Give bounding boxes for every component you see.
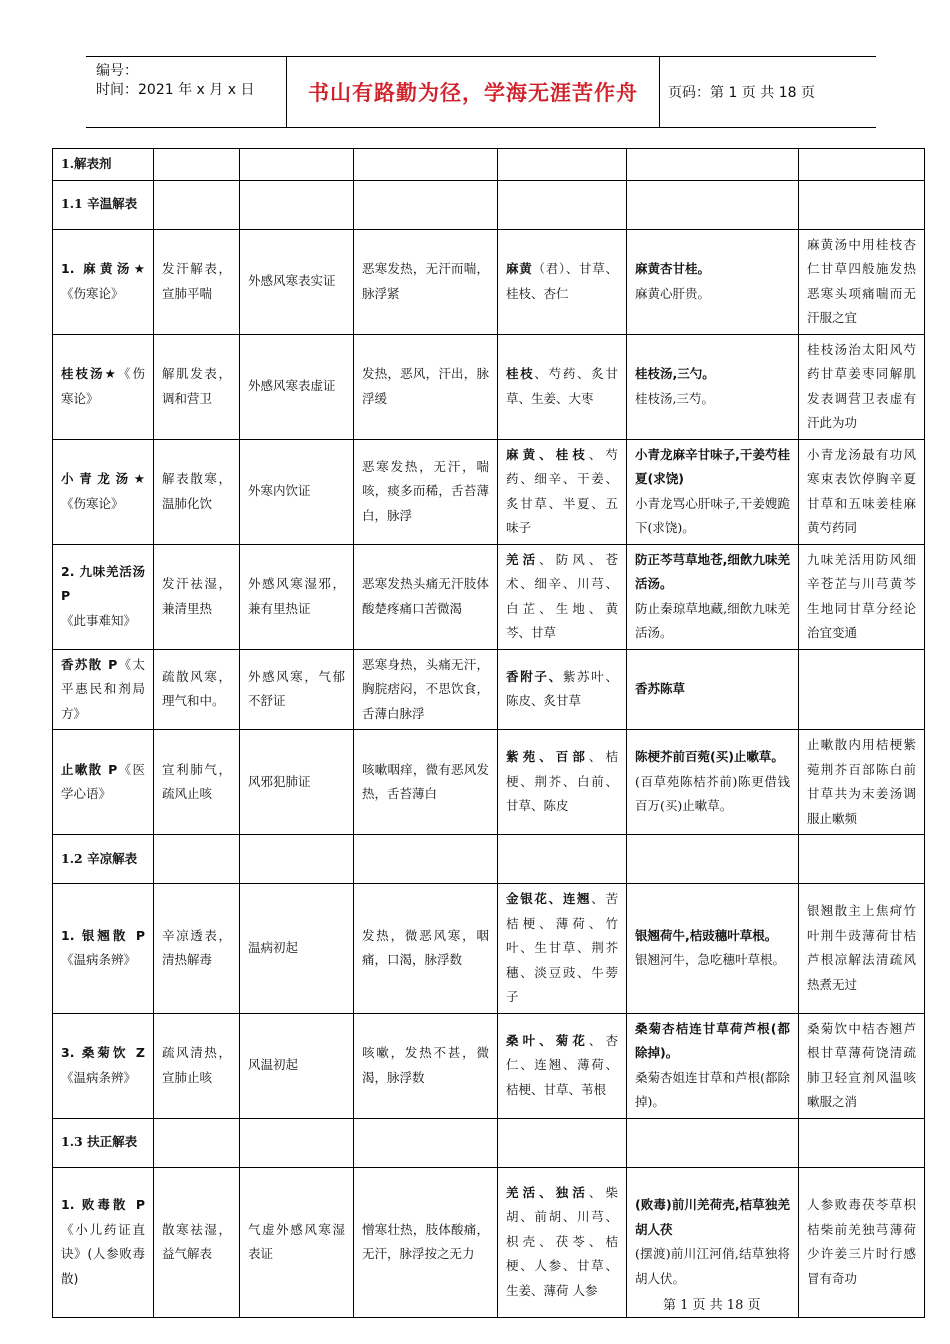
section-title: 1.3 扶正解表 xyxy=(53,1118,154,1167)
mnemonic-key: 桂枝汤,三勺。 xyxy=(635,366,715,381)
formula-name: 香苏散 P xyxy=(61,656,118,672)
formula-indication: 外感风寒表虚证 xyxy=(240,334,354,439)
empty-cell xyxy=(627,149,799,181)
other-herbs: （君）、甘草、桂枝、杏仁 xyxy=(506,261,618,301)
formula-effect: 辛凉透表，清热解毒 xyxy=(154,884,240,1014)
empty-cell xyxy=(627,835,799,884)
formula-herbs xyxy=(498,1167,627,1317)
formula-indication: 温病初起 xyxy=(240,884,354,1014)
formula-row xyxy=(53,1013,925,1118)
empty-cell xyxy=(240,1118,354,1167)
formula-song xyxy=(799,649,925,730)
formula-indication: 风邪犯肺证 xyxy=(240,730,354,835)
formula-name: 1. 麻黄汤★ xyxy=(61,261,145,276)
empty-cell xyxy=(354,835,498,884)
mnemonic-phrase: 银翘河牛，急吃穗叶草根。 xyxy=(635,952,786,968)
formula-row xyxy=(53,229,925,334)
formula-symptoms: 恶寒身热，头痛无汗，胸脘痞闷，不思饮食，舌薄白脉浮 xyxy=(354,649,498,730)
formula-symptoms: 恶寒发热，无汗，喘咳，痰多而稀，舌苔薄白，脉浮 xyxy=(354,439,498,544)
section-row xyxy=(53,835,925,884)
formula-name-cell xyxy=(53,439,154,544)
formula-effect: 解肌发表，调和营卫 xyxy=(154,334,240,439)
formula-name: 3. 桑菊饮 Z xyxy=(61,1045,145,1060)
formula-name: 2. 九味羌活汤 P xyxy=(61,563,145,604)
formula-row xyxy=(53,884,925,1014)
mnemonic-key: 银翘荷牛,桔豉穗叶草根。 xyxy=(635,927,778,943)
formula-herbs xyxy=(498,1013,627,1118)
formula-symptoms: 咳嗽咽痒，微有恶风发热，舌苔薄白 xyxy=(354,730,498,835)
formula-source: 《伤寒论》 xyxy=(61,366,145,406)
formula-symptoms: 恶寒发热头痛无汗肢体酸楚疼痛口苦微渴 xyxy=(354,544,498,649)
chief-herbs: 麻黄、桂枝 xyxy=(506,446,589,462)
formula-row xyxy=(53,334,925,439)
empty-cell xyxy=(154,835,240,884)
formula-song: 人参败毒茯苓草枳桔柴前羌独芎薄荷少许姜三片时行感冒有奇功 xyxy=(799,1167,925,1317)
formula-row xyxy=(53,649,925,730)
formula-name-cell xyxy=(53,544,154,649)
other-herbs: 、防风、苍术、细辛、川芎、白芷、生地、黄芩、甘草 xyxy=(506,551,618,640)
chief-herbs: 麻黄 xyxy=(506,261,533,276)
empty-cell xyxy=(154,1118,240,1167)
empty-cell xyxy=(498,1118,627,1167)
formula-effect: 解表散寒，温肺化饮 xyxy=(154,439,240,544)
formula-herbs xyxy=(498,544,627,649)
section-row xyxy=(53,180,925,229)
formula-name-cell xyxy=(53,649,154,730)
empty-cell xyxy=(354,149,498,181)
formula-herbs xyxy=(498,334,627,439)
section-title: 1.1 辛温解表 xyxy=(53,180,154,229)
formula-song: 银翘散主上焦疴竹叶荆牛豉薄荷甘桔芦根凉解法清疏风热煮无过 xyxy=(799,884,925,1014)
page-info: 页码：第 1 页 共 18 页 xyxy=(668,85,815,101)
formula-herbs xyxy=(498,229,627,334)
chief-herbs: 羌活、独活 xyxy=(506,1184,589,1200)
formula-name: 1. 败毒散 P xyxy=(61,1197,145,1212)
empty-cell xyxy=(627,1118,799,1167)
empty-cell xyxy=(240,149,354,181)
time-label: 时间：2021 年 x 月 x 日 xyxy=(96,82,255,98)
formula-herbs xyxy=(498,884,627,1014)
formula-indication: 外感风寒湿邪，兼有里热证 xyxy=(240,544,354,649)
mnemonic-key: 小青龙麻辛甘味子,干姜芍桂夏(求饶) xyxy=(635,446,790,486)
formula-name: 1. 银翘散 P xyxy=(61,927,145,943)
mnemonic-key: 陈梗芥前百菀(买)止嗽草。 xyxy=(635,749,784,765)
empty-cell xyxy=(240,835,354,884)
section-row xyxy=(53,1118,925,1167)
empty-cell xyxy=(498,835,627,884)
formula-mnemonic xyxy=(627,1013,799,1118)
mnemonic-phrase: (百草苑陈桔芥前)陈更借钱百万(买)止嗽草。 xyxy=(635,773,790,814)
empty-cell xyxy=(799,1118,925,1167)
formula-effect: 疏风清热，宣肺止咳 xyxy=(154,1013,240,1118)
formula-song: 麻黄汤中用桂枝杏仁甘草四般施发热恶寒头项痛喘而无汗服之宜 xyxy=(799,229,925,334)
header-motto-cell xyxy=(287,57,660,127)
mnemonic-key: (败毒)前川羌荷壳,桔草独羌胡人茯 xyxy=(635,1197,790,1237)
formula-source: 《此事难知》 xyxy=(61,612,137,628)
empty-cell xyxy=(799,149,925,181)
empty-cell xyxy=(354,1118,498,1167)
chief-herbs: 桂枝 xyxy=(506,366,535,381)
formula-symptoms: 发热，恶风，汗出，脉浮缓 xyxy=(354,334,498,439)
formula-song: 小青龙汤最有功风寒束表饮停胸辛夏甘草和五味姜桂麻黄芍药同 xyxy=(799,439,925,544)
mnemonic-phrase: 麻黄心肝贵。 xyxy=(635,285,711,301)
mnemonic-phrase: 小青龙骂心肝味子,干姜嫂跪下(求饶)。 xyxy=(635,495,790,535)
formula-mnemonic xyxy=(627,544,799,649)
other-herbs: 、苦桔梗、薄荷、竹叶、生甘草、荆芥穗、淡豆豉、牛蒡子 xyxy=(506,891,618,1004)
other-herbs: 、芍药、炙甘草、生姜、大枣 xyxy=(506,366,618,406)
formula-table xyxy=(52,148,925,1318)
formula-row xyxy=(53,730,925,835)
formula-effect: 宣利肺气，疏风止咳 xyxy=(154,730,240,835)
formula-symptoms: 发热，微恶风寒，咽痛，口渴，脉浮数 xyxy=(354,884,498,1014)
formula-source: 《伤寒论》 xyxy=(61,495,124,511)
mnemonic-key: 麻黄杏甘桂。 xyxy=(635,261,711,276)
empty-cell xyxy=(354,180,498,229)
formula-effect: 发汗祛湿，兼清里热 xyxy=(154,544,240,649)
other-herbs: 、桔梗、荆芥、白前、甘草、陈皮 xyxy=(506,749,618,814)
formula-source: 《医学心语》 xyxy=(61,761,145,801)
section-title: 1.2 辛凉解表 xyxy=(53,835,154,884)
formula-name-cell xyxy=(53,334,154,439)
formula-effect: 散寒祛湿，益气解表 xyxy=(154,1167,240,1317)
other-herbs: 、杏仁、连翘、薄荷、桔梗、甘草、苇根 xyxy=(506,1032,618,1097)
formula-name-cell xyxy=(53,884,154,1014)
formula-symptoms: 咳嗽，发热不甚，微渴，脉浮数 xyxy=(354,1013,498,1118)
formula-song: 桑菊饮中桔杏翘芦根甘草薄荷饶清疏肺卫轻宣剂风温咳嗽服之消 xyxy=(799,1013,925,1118)
chief-herbs: 桑叶、菊花 xyxy=(506,1032,589,1048)
formula-mnemonic xyxy=(627,439,799,544)
formula-source: 《小儿药证直诀》(人参败毒散) xyxy=(61,1221,145,1286)
empty-cell xyxy=(498,180,627,229)
formula-indication: 气虚外感风寒湿表证 xyxy=(240,1167,354,1317)
formula-song: 桂枝汤治太阳风芍药甘草姜枣同解肌发表调营卫表虚有汗此为功 xyxy=(799,334,925,439)
formula-song: 止嗽散内用桔梗紫菀荆芥百部陈白前甘草共为末姜汤调服止嗽频 xyxy=(799,730,925,835)
mnemonic-key: 防正芩芎草地苍,细飲九味羌活汤。 xyxy=(635,551,790,591)
empty-cell xyxy=(154,180,240,229)
section-title: 1.解表剂 xyxy=(53,149,154,181)
other-herbs: 、芍药、细辛、干姜、炙甘草、半夏、五味子 xyxy=(506,446,618,535)
header-page-cell xyxy=(660,57,876,127)
formula-herbs xyxy=(498,439,627,544)
formula-row xyxy=(53,1167,925,1317)
section-row xyxy=(53,149,925,181)
mnemonic-phrase: 桑菊杏姐连甘草和芦根(都除掉)。 xyxy=(635,1069,790,1109)
page-footer: 第 1 页 共 18 页 xyxy=(663,1298,761,1313)
chief-herbs: 羌活 xyxy=(506,551,540,567)
formula-name-cell xyxy=(53,1167,154,1317)
formula-row xyxy=(53,544,925,649)
formula-name: 止嗽散 P xyxy=(61,761,118,777)
formula-mnemonic xyxy=(627,334,799,439)
chief-herbs: 金银花、连翘 xyxy=(506,891,592,906)
mnemonic-key: 香苏陈草 xyxy=(635,681,686,696)
empty-cell xyxy=(799,180,925,229)
number-label: 编号： xyxy=(96,63,138,79)
formula-indication: 外寒内饮证 xyxy=(240,439,354,544)
other-herbs: 、柴胡、前胡、川芎、枳壳、茯苓、桔梗、人参、甘草、生姜、薄荷 人参 xyxy=(506,1184,618,1298)
empty-cell xyxy=(154,149,240,181)
other-herbs: 紫苏叶、陈皮、炙甘草 xyxy=(506,668,618,709)
formula-symptoms: 恶寒发热，无汗而喘，脉浮紧 xyxy=(354,229,498,334)
formula-source: 《伤寒论》 xyxy=(61,285,124,301)
header-meta xyxy=(86,57,287,127)
formula-herbs xyxy=(498,649,627,730)
formula-source: 《太平惠民和剂局方》 xyxy=(61,656,145,721)
formula-effect: 疏散风寒，理气和中。 xyxy=(154,649,240,730)
formula-indication: 风温初起 xyxy=(240,1013,354,1118)
chief-herbs: 紫苑、百部 xyxy=(506,749,589,765)
formula-mnemonic xyxy=(627,884,799,1014)
empty-cell xyxy=(498,149,627,181)
motto: 书山有路勤为径，学海无涯苦作舟 xyxy=(308,81,638,105)
formula-mnemonic xyxy=(627,730,799,835)
page-header xyxy=(86,56,876,128)
empty-cell xyxy=(240,180,354,229)
mnemonic-phrase: 防止秦琼草地藏,细飲九味羌活汤。 xyxy=(635,600,790,640)
chief-herbs: 香附子、 xyxy=(506,668,563,684)
formula-name-cell xyxy=(53,1013,154,1118)
formula-indication: 外感风寒，气郁不舒证 xyxy=(240,649,354,730)
formula-name: 桂枝汤★ xyxy=(61,366,118,381)
formula-source: 《温病条辨》 xyxy=(61,952,137,968)
formula-song: 九味羌活用防风细辛苍芷与川芎黄芩生地同甘草分经论治宜变通 xyxy=(799,544,925,649)
formula-name-cell xyxy=(53,229,154,334)
formula-source: 《温病条辨》 xyxy=(61,1069,137,1085)
formula-symptoms: 憎寒壮热，肢体酸痛，无汗，脉浮按之无力 xyxy=(354,1167,498,1317)
formula-herbs xyxy=(498,730,627,835)
mnemonic-key: 桑菊杏桔连甘草荷芦根(都除掉)。 xyxy=(635,1020,790,1060)
formula-indication: 外感风寒表实证 xyxy=(240,229,354,334)
formula-name-cell xyxy=(53,730,154,835)
formula-mnemonic xyxy=(627,229,799,334)
mnemonic-phrase: (摆渡)前川江河俏,结草独将胡人伏。 xyxy=(635,1246,790,1286)
empty-cell xyxy=(799,835,925,884)
formula-effect: 发汗解表，宣肺平喘 xyxy=(154,229,240,334)
empty-cell xyxy=(627,180,799,229)
formula-row xyxy=(53,439,925,544)
formula-name: 小青龙汤★ xyxy=(61,471,145,486)
formula-mnemonic xyxy=(627,649,799,730)
mnemonic-phrase: 桂枝汤,三芍。 xyxy=(635,390,714,406)
